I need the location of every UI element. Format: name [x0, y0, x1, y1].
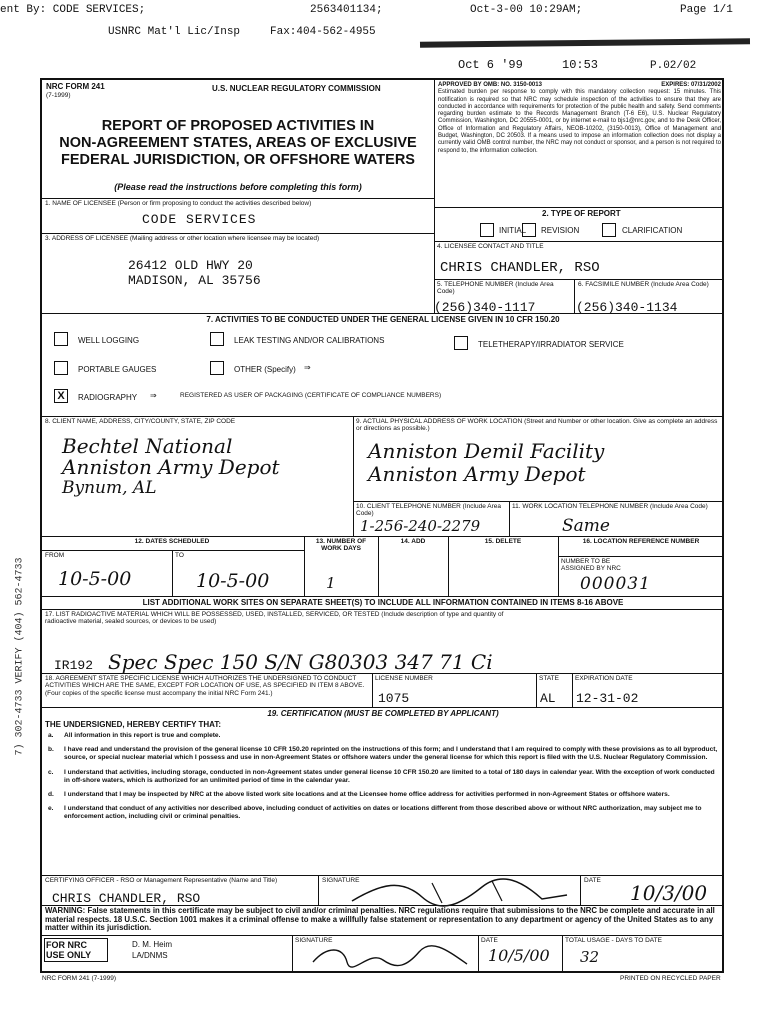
- ref-value[interactable]: 000031: [580, 574, 651, 594]
- licensee-address[interactable]: [128, 258, 261, 288]
- initial-checkbox[interactable]: [480, 223, 494, 237]
- client-line-2: Anniston Army Depot: [62, 455, 280, 479]
- add-label: 14. ADD: [400, 538, 426, 545]
- ref-note: NUMBER TO BE ASSIGNED BY NRC: [561, 558, 621, 573]
- signature-label: SIGNATURE: [322, 877, 360, 884]
- ref-label: 16. LOCATION REFERENCE NUMBER: [582, 538, 700, 545]
- form-title-line-1: REPORT OF PROPOSED ACTIVITIES IN: [101, 118, 375, 134]
- licensee-value[interactable]: CODE SERVICES: [142, 212, 257, 227]
- fax-recipient-number: Fax:404-562-4955: [270, 26, 376, 38]
- leak-testing-checkbox[interactable]: [210, 332, 224, 346]
- fax-recipient: USNRC Mat'l Lic/Insp: [108, 26, 241, 38]
- client-phone-label: 10. CLIENT TELEPHONE NUMBER (Include Area Code): [356, 503, 501, 518]
- address-label: 3. ADDRESS OF LICENSEE (Mailing address or other location where licensee may be located): [45, 235, 320, 242]
- work-days-label: 13. NUMBER OF WORK DAYS: [315, 538, 367, 553]
- nrc-date-value[interactable]: 10/5/00: [488, 946, 550, 965]
- client-address[interactable]: [62, 436, 280, 499]
- work-location-address[interactable]: [368, 440, 604, 486]
- officer-label: CERTIFYING OFFICER - RSO or Management Representative (Name and Title): [45, 877, 278, 884]
- certification-heading: 19. CERTIFICATION (MUST BE COMPLETED BY APPLICANT): [267, 709, 499, 718]
- fax-time: 10:53: [562, 58, 599, 72]
- client-line-1: Bechtel National: [62, 434, 233, 458]
- from-label: FROM: [45, 552, 65, 559]
- to-date-value[interactable]: 10-5-00: [196, 570, 270, 592]
- omb-expires: EXPIRES: 07/31/2002: [661, 82, 721, 88]
- fax-date: Oct 6 '99: [458, 58, 523, 72]
- address-line-2: MADISON, AL 35756: [128, 273, 261, 288]
- applicant-signature[interactable]: [342, 877, 572, 907]
- fax-datetime: Oct-3-00 10:29AM;: [470, 4, 583, 16]
- phone-value[interactable]: (256)340-1117: [434, 300, 536, 315]
- phone-label: 5. TELEPHONE NUMBER (Include Area Code): [437, 281, 554, 296]
- nrc-reviewer: D. M. Heim: [132, 940, 172, 949]
- side-fax-text: 7) 302-4733 VERIFY (404) 562-4733: [14, 557, 26, 756]
- material-label: 17. LIST RADIOACTIVE MATERIAL WHICH WILL BE POSSESSED, USED, INSTALLED, SERVICED, OR TESTED (Include description of type and quantity of radioactive material, sealed sources, or devices to be used): [45, 611, 504, 626]
- total-usage-value[interactable]: 32: [580, 948, 600, 966]
- omb-text: Estimated burden per response to comply with this mandatory collection request: 15 minutes. This notification is required so that NRC may schedule inspection of the activities to ensure that they are conducted in accordance with requirements for protection of the public health and safety. Send comments regarding burden estimate to the Records Management Branch (T-6 E6), U.S. Nuclear Regulatory Commission, Washington, DC 20555-0001, or by internet e-mail to bjs1@nrc.gov, and to the Desk Officer, Office of Information and Regulatory Affairs, NEOB-10202, (3150-0013), Office of Management and Budget, Washington, DC 20503. If a means used to impose an information collection does not display a currently valid OMB control number, the NRC may not conduct or sponsor, and a person is not required to respond to, the information collection.: [438, 89, 721, 154]
- work-phone-value[interactable]: Same: [562, 516, 610, 536]
- work-location-line-1: Anniston Demil Facility: [368, 439, 605, 463]
- initial-label: INITIAL: [499, 226, 527, 235]
- contact-label: 4. LICENSEE CONTACT AND TITLE: [437, 243, 544, 250]
- nrc-division: LA/DNMS: [132, 951, 168, 960]
- work-location-line-2: Anniston Army Depot: [368, 462, 586, 486]
- fax-sender: ent By: CODE SERVICES;: [0, 4, 146, 16]
- work-location-label: 9. ACTUAL PHYSICAL ADDRESS OF WORK LOCATION (Street and Number or other location. Give as complete an address or directions as possible.): [356, 418, 718, 433]
- other-label: OTHER (Specify): [234, 365, 296, 374]
- form-title-line-3: FEDERAL JURISDICTION, OR OFFSHORE WATERS: [61, 152, 415, 168]
- certification-items: [48, 732, 720, 822]
- cert-item-d: d. I understand that I may be inspected by NRC at the above listed work site locations and at the Licensee home office address for activities performed in non-Agreement States or offshore waters.: [48, 791, 670, 799]
- work-days-value[interactable]: 1: [326, 574, 336, 592]
- client-line-3: Bynum, AL: [62, 478, 157, 498]
- expiration-value[interactable]: 12-31-02: [576, 691, 639, 706]
- state-value[interactable]: AL: [540, 691, 556, 706]
- warning-text: WARNING: False statements in this certificate may be subject to civil and/or criminal penalties. NRC regulations require that submissions to the NRC be complete and accurate in all material respects. 18 U.S.C. Section 1001 makes it a criminal offense to make a willfully false statement or representation to any department or agency of the United States as to any matter within its jurisdiction.: [45, 906, 715, 933]
- radiography-arrow-icon: ⇒: [150, 391, 157, 400]
- from-date-value[interactable]: 10-5-00: [58, 568, 132, 590]
- agency-name: U.S. NUCLEAR REGULATORY COMMISSION: [212, 84, 381, 93]
- cert-item-c: c. I understand that activities, including storage, conducted in non-Agreement states under general license 10 CFR 150.20 are limited to a total of 180 days in calendar year. With the exception of work conducted in off-shore waters, which is authorized for an unlimited period of time in the calendar year.: [48, 768, 715, 784]
- leak-testing-label: LEAK TESTING AND/OR CALIBRATIONS: [234, 336, 385, 345]
- officer-value[interactable]: CHRIS CHANDLER, RSO: [52, 891, 201, 906]
- to-label: TO: [175, 552, 184, 559]
- delete-label: 15. DELETE: [484, 538, 522, 545]
- additional-sites-note: LIST ADDITIONAL WORK SITES ON SEPARATE SHEET(S) TO INCLUDE ALL INFORMATION CONTAINED IN ITEMS 8-16 ABOVE: [142, 598, 624, 607]
- nrc-form-241: [40, 78, 724, 973]
- total-usage-label: TOTAL USAGE - DAYS TO DATE: [565, 937, 662, 944]
- material-isotope[interactable]: IR192: [54, 658, 94, 673]
- fax-number: 2563401134;: [310, 4, 383, 16]
- teletherapy-checkbox[interactable]: [454, 336, 468, 350]
- contact-value[interactable]: CHRIS CHANDLER, RSO: [440, 260, 600, 276]
- clarification-label: CLARIFICATION: [622, 226, 683, 235]
- well-logging-checkbox[interactable]: [54, 332, 68, 346]
- teletherapy-label: TELETHERAPY/IRRADIATOR SERVICE: [478, 340, 624, 349]
- date-label: DATE: [584, 877, 601, 884]
- expiration-label: EXPIRATION DATE: [575, 675, 633, 682]
- cert-date-value[interactable]: 10/3/00: [630, 881, 708, 905]
- nrc-signature[interactable]: [307, 942, 477, 970]
- registered-note: REGISTERED AS USER OF PACKAGING (CERTIFICATE OF COMPLIANCE NUMBERS): [180, 392, 442, 399]
- fax-label: 6. FACSIMILE NUMBER (Include Area Code): [578, 281, 709, 288]
- portable-gauges-checkbox[interactable]: [54, 361, 68, 375]
- form-date: (7-1999): [46, 92, 71, 99]
- fax-value[interactable]: (256)340-1134: [576, 300, 678, 315]
- agreement-label: 18. AGREEMENT STATE SPECIFIC LICENSE WHICH AUTHORIZES THE UNDERSIGNED TO CONDUCT ACTIVITIES WHICH ARE THE SAME, EXCEPT FOR LOCATION OF USE, AS SPECIFIED IN ITEM 8 ABOVE. (Four copies of the specific license must accompany the initial NRC Form 241.): [45, 675, 365, 697]
- licensee-label: 1. NAME OF LICENSEE (Person or firm proposing to conduct the activities described below): [45, 200, 312, 207]
- radiography-label: RADIOGRAPHY: [78, 393, 138, 402]
- clarification-checkbox[interactable]: [602, 223, 616, 237]
- form-number: NRC FORM 241: [46, 82, 105, 91]
- license-number-label: LICENSE NUMBER: [375, 675, 433, 682]
- omb-approval: APPROVED BY OMB: NO. 3150-0013: [438, 82, 542, 88]
- material-description[interactable]: Spec Spec 150 S/N G80303 347 71 Ci: [108, 650, 493, 674]
- printed-note: PRINTED ON RECYCLED PAPER: [620, 975, 721, 982]
- radiography-checkbox[interactable]: X: [54, 389, 68, 403]
- nrc-date-label: DATE: [481, 937, 498, 944]
- fax-page: Page 1/1: [680, 4, 733, 16]
- cert-item-b: b. I have read and understand the provision of the general license 10 CFR 150.20 reprinted on the instructions of this form; and I understand that I am required to comply with these provisions as to all byproduct, source, or special nuclear material which I possess and use in non-Agreement States or offshore waters under the general license for which this report is filed with the U.S. Nuclear Regulatory Commission.: [48, 746, 718, 762]
- nrc-use-only: FOR NRC USE ONLY: [44, 938, 108, 962]
- omb-notice: [438, 82, 721, 155]
- activities-label: 7. ACTIVITIES TO BE CONDUCTED UNDER THE GENERAL LICENSE GIVEN IN 10 CFR 150.20: [206, 315, 560, 324]
- fax-page2: P.02/02: [650, 60, 697, 72]
- form-title: [42, 118, 434, 169]
- form-title-line-2: NON-AGREEMENT STATES, AREAS OF EXCLUSIVE: [59, 135, 417, 151]
- cert-item-e: e. I understand that conduct of any activities nor described above, including conduct of activities on dates or locations different from those described above or without NRC authorization, may subject me to enforcement action, including civil or criminal penalties.: [48, 805, 702, 821]
- form-instructions: (Please read the instructions before completing this form): [114, 182, 362, 192]
- state-label: STATE: [539, 675, 559, 682]
- form-footer: NRC FORM 241 (7-1999): [42, 975, 117, 982]
- well-logging-label: WELL LOGGING: [78, 336, 140, 345]
- license-number-value[interactable]: 1075: [378, 691, 410, 706]
- revision-label: REVISION: [541, 226, 580, 235]
- fax-dark-band: [420, 38, 750, 47]
- portable-gauges-label: PORTABLE GAUGES: [78, 365, 157, 374]
- cert-item-a: a. All information in this report is true and complete.: [48, 732, 221, 739]
- address-line-1: 26412 OLD HWY 20: [128, 258, 253, 273]
- client-phone-value[interactable]: 1-256-240-2279: [360, 517, 481, 535]
- other-arrow-icon: ⇒: [304, 363, 311, 372]
- revision-checkbox[interactable]: [522, 223, 536, 237]
- dates-label: 12. DATES SCHEDULED: [134, 538, 210, 545]
- work-phone-label: 11. WORK LOCATION TELEPHONE NUMBER (Include Area Code): [512, 503, 708, 510]
- certification-intro: THE UNDERSIGNED, HEREBY CERTIFY THAT:: [45, 720, 222, 729]
- report-type-label: 2. TYPE OF REPORT: [542, 209, 621, 218]
- other-checkbox[interactable]: [210, 361, 224, 375]
- nrc-signature-label: SIGNATURE: [295, 937, 333, 944]
- client-label: 8. CLIENT NAME, ADDRESS, CITY/COUNTY, STATE, ZIP CODE: [45, 418, 236, 425]
